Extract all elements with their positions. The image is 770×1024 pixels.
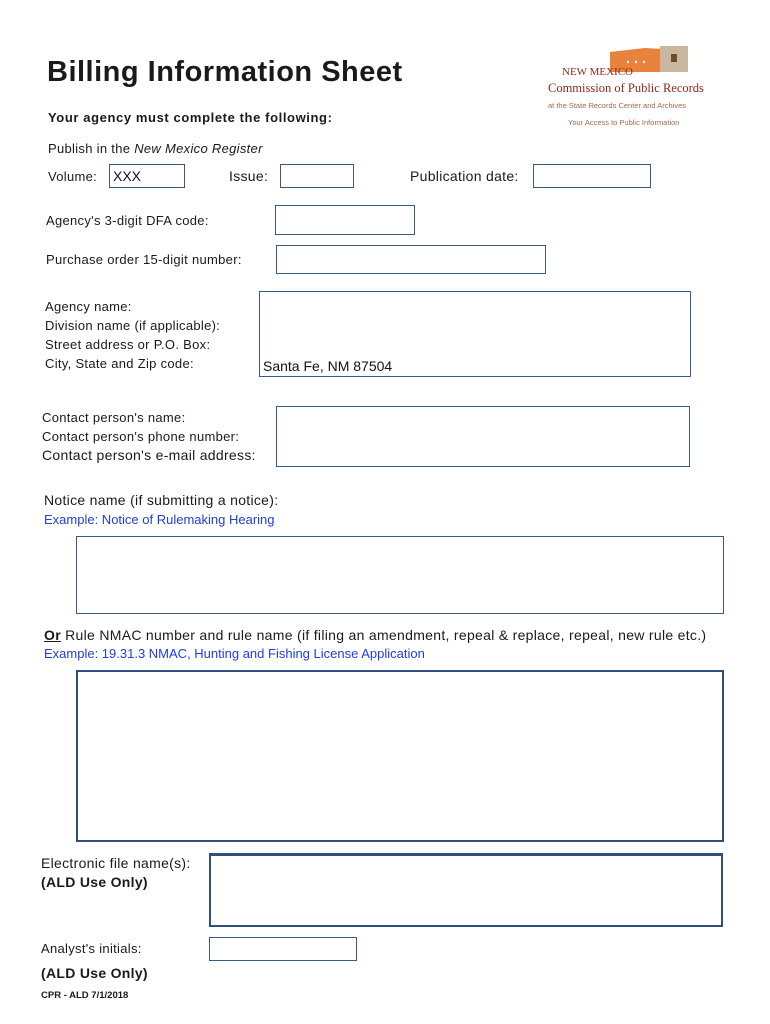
electronic-file-label: Electronic file name(s): [41,855,191,871]
analyst-initials-field[interactable] [209,937,357,961]
notice-name-field[interactable] [76,536,724,614]
publication-name: New Mexico Register [134,141,263,156]
volume-field[interactable] [109,164,185,188]
contact-email-label: Contact person's e-mail address: [42,447,256,463]
commission-logo [540,44,730,134]
dfa-code-label: Agency's 3-digit DFA code: [46,213,209,228]
building-icon [540,44,730,84]
logo-line3: at the State Records Center and Archives [548,101,686,110]
issue-field[interactable] [280,164,354,188]
page-title: Billing Information Sheet [47,56,403,88]
contact-phone-label: Contact person's phone number: [42,429,240,444]
logo-line4: Your Access to Public Information [568,118,680,127]
street-address-label: Street address or P.O. Box: [45,337,211,352]
analyst-initials-label: Analyst's initials: [41,941,142,956]
contact-name-label: Contact person's name: [42,410,186,425]
publication-date-label: Publication date: [410,168,519,184]
rule-field[interactable] [76,670,724,842]
purchase-order-field[interactable] [276,245,546,274]
ald-use-only-1: (ALD Use Only) [41,874,148,890]
volume-label: Volume: [48,169,98,184]
division-name-label: Division name (if applicable): [45,318,221,333]
publication-date-field[interactable] [533,164,651,188]
electronic-file-field[interactable] [209,853,723,927]
agency-name-label: Agency name: [45,299,132,314]
publish-prefix: Publish in the [48,141,131,156]
contact-field[interactable] [276,406,690,467]
publish-in-line [48,141,263,156]
purchase-order-label: Purchase order 15-digit number: [46,252,242,267]
rule-label-text: Rule NMAC number and rule name (if filing an amendment, repeal & replace, repeal, new rule etc.) [60,627,707,643]
notice-name-label: Notice name (if submitting a notice): [44,492,279,508]
ald-use-only-2: (ALD Use Only) [41,965,148,981]
form-code: CPR - ALD 7/1/2018 [41,990,129,1001]
logo-line2: Commission of Public Records [548,81,704,95]
notice-example: Example: Notice of Rulemaking Hearing [44,512,275,527]
page-subtitle: Your agency must complete the following: [48,110,333,125]
or-word: Or [44,627,61,643]
city-state-zip-label: City, State and Zip code: [45,356,194,371]
dfa-code-field[interactable] [275,205,415,235]
address-value: Santa Fe, NM 87504 [263,358,393,374]
logo-line1: NEW MEXICO [562,66,633,78]
rule-example: Example: 19.31.3 NMAC, Hunting and Fishing License Application [44,646,425,661]
agency-address-field[interactable] [259,291,691,377]
issue-label: Issue: [229,168,269,184]
rule-label [44,627,706,643]
volume-value: XXX [113,168,142,184]
